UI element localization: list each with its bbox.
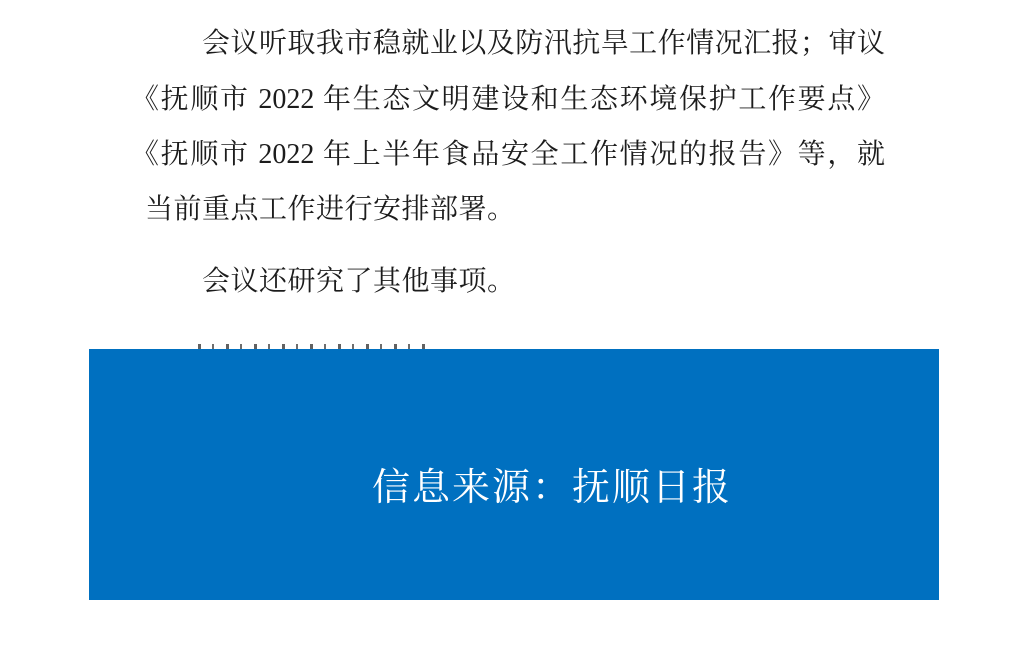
body-text-line: 当前重点工作进行安排部署。 <box>145 194 516 225</box>
source-banner <box>89 349 939 600</box>
body-text-line: 《抚顺市 2022 年上半年食品安全工作情况的报告》等，就 <box>131 139 885 170</box>
body-text-line: 会议听取我市稳就业以及防汛抗旱工作情况汇报；审议 <box>202 28 885 59</box>
body-text-line: 《抚顺市 2022 年生态文明建设和生态环境保护工作要点》 <box>131 84 885 115</box>
body-text-line: 会议还研究了其他事项。 <box>202 266 516 297</box>
source-banner-text: 信息来源：抚顺日报 <box>372 467 733 509</box>
